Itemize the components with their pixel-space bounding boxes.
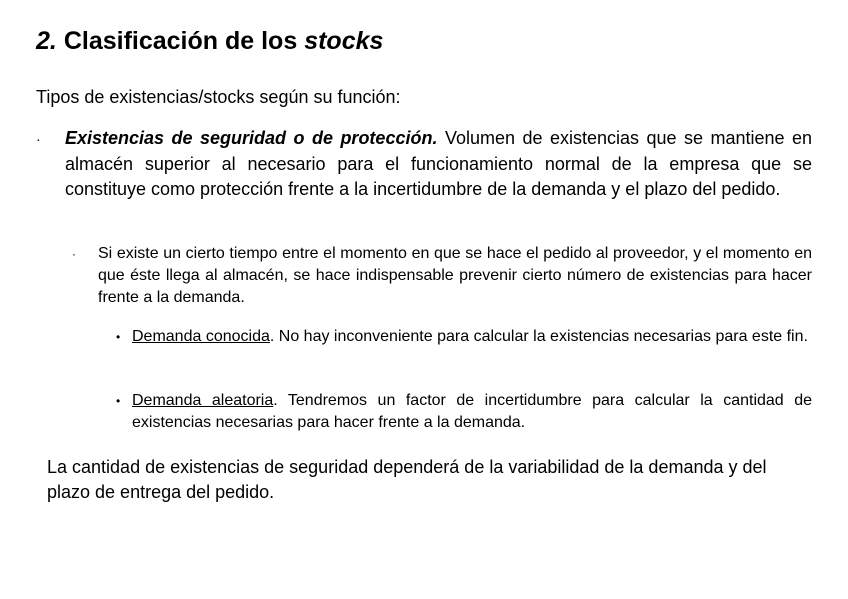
demanda-aleatoria-body: . Tendremos un factor de incertidumbre para calcular la cantidad de existencias necesarias para hacer frente a la demanda.	[132, 392, 812, 431]
bullet-marker: ·	[72, 247, 76, 261]
sub-list-item-plazo	[72, 243, 812, 309]
intro-text: Tipos de existencias/stocks según su función:	[36, 87, 401, 107]
demanda-conocida-label: Demanda conocida	[132, 328, 270, 345]
page-title	[36, 26, 383, 56]
list-item-existencias-seguridad	[36, 126, 812, 203]
sub-sub-item-demanda-aleatoria	[116, 390, 812, 434]
sub-sub-item-demanda-conocida	[116, 326, 812, 348]
bullet-marker: •	[116, 394, 121, 408]
title-main: Clasificación de los	[63, 27, 298, 55]
title-number: 2.	[36, 27, 57, 55]
list-item-body: Volumen de existencias que se mantiene en almacén superior al necesario para el funcionamiento normal de la empresa que se constituye como protección frente a la incertidumbre de la demanda y el plazo del pedido.	[65, 128, 813, 199]
bullet-marker: ·	[36, 131, 41, 147]
bullet-marker: •	[116, 330, 121, 344]
demanda-aleatoria-label: Demanda aleatoria	[132, 392, 274, 409]
sub-sub-item-text	[132, 326, 812, 348]
title-emphasis: stocks	[304, 27, 384, 55]
list-item-text	[65, 126, 812, 203]
sub-sub-item-text	[132, 390, 812, 434]
list-item-lead: Existencias de seguridad o de protección.	[65, 128, 438, 148]
conclusion-text: La cantidad de existencias de seguridad dependerá de la variabilidad de la demanda y del plazo de entrega del pedido.	[47, 457, 767, 502]
sub-list-item-text: Si existe un cierto tiempo entre el momento en que se hace el pedido al proveedor, y el momento en que éste llega al almacén, se hace indispensable prevenir cierto número de existencias para hacer frente a la demanda.	[98, 245, 812, 306]
demanda-conocida-body: . No hay inconveniente para calcular la existencias necesarias para este fin.	[269, 328, 808, 345]
